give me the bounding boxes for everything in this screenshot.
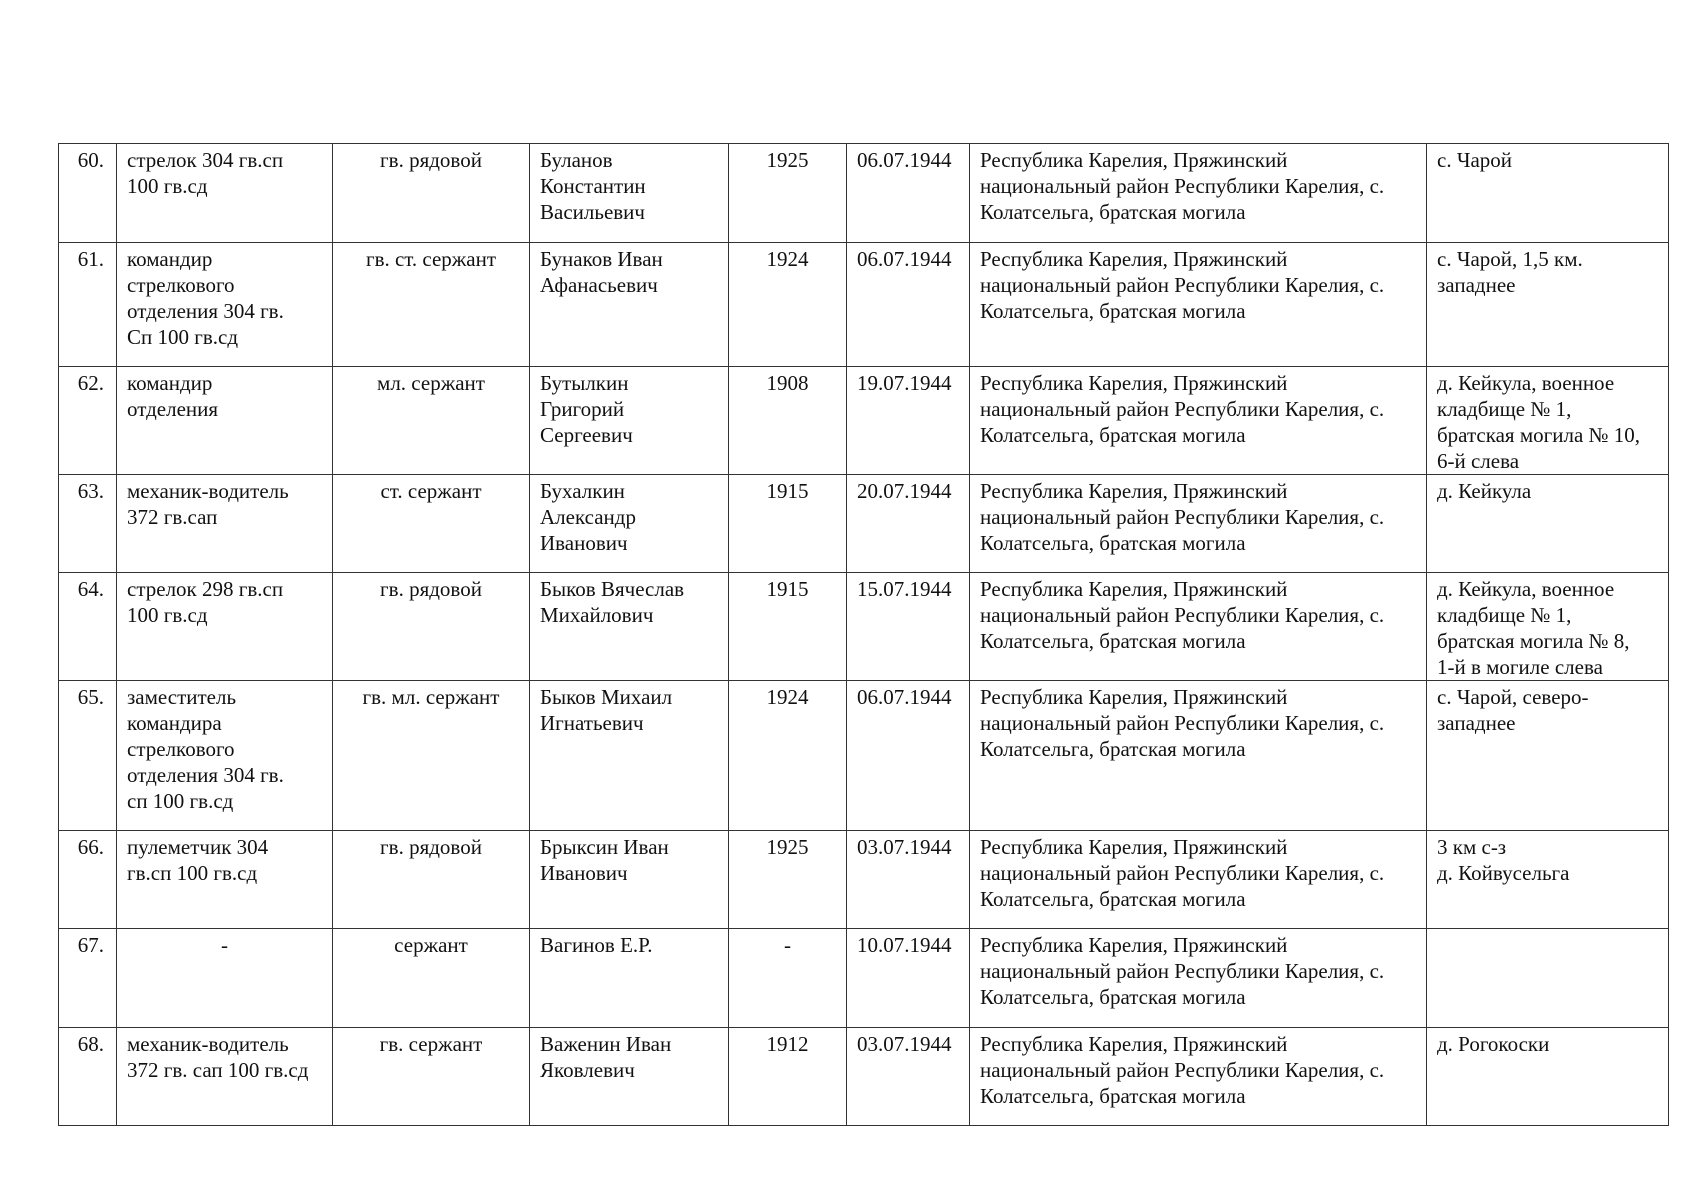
birth-year-cell: 1924	[729, 681, 847, 831]
full-name-cell: Буланов Константин Васильевич	[530, 144, 729, 243]
rank-cell: ст. сержант	[333, 475, 530, 573]
original-burial-cell: 3 км с-з д. Койвусельга	[1427, 831, 1669, 929]
original-burial-cell: д. Кейкула	[1427, 475, 1669, 573]
rank-cell: гв. рядовой	[333, 144, 530, 243]
rank-cell: гв. мл. сержант	[333, 681, 530, 831]
table-row	[59, 1028, 1669, 1126]
death-date-cell: 06.07.1944	[847, 243, 970, 367]
burial-place-cell: Республика Карелия, Пряжинский национальный район Республики Карелия, с. Колатсельга, братская могила	[970, 573, 1427, 681]
original-burial-cell: с. Чарой, 1,5 км. западнее	[1427, 243, 1669, 367]
position-cell: механик-водитель 372 гв.сап	[117, 475, 333, 573]
position-cell: заместитель командира стрелкового отделения 304 гв. сп 100 гв.сд	[117, 681, 333, 831]
row-number-cell: 63.	[59, 475, 117, 573]
birth-year-cell: 1925	[729, 831, 847, 929]
position-cell: -	[117, 929, 333, 1028]
death-date-cell: 10.07.1944	[847, 929, 970, 1028]
original-burial-cell: с. Чарой	[1427, 144, 1669, 243]
burial-place-cell: Республика Карелия, Пряжинский национальный район Республики Карелия, с. Колатсельга, братская могила	[970, 929, 1427, 1028]
full-name-cell: Брыксин Иван Иванович	[530, 831, 729, 929]
rank-cell: гв. сержант	[333, 1028, 530, 1126]
rank-cell: гв. рядовой	[333, 831, 530, 929]
position-cell: стрелок 298 гв.сп 100 гв.сд	[117, 573, 333, 681]
table-row	[59, 475, 1669, 573]
death-date-cell: 03.07.1944	[847, 1028, 970, 1126]
rank-cell: мл. сержант	[333, 367, 530, 475]
original-burial-cell	[1427, 929, 1669, 1028]
death-date-cell: 06.07.1944	[847, 144, 970, 243]
burial-place-cell: Республика Карелия, Пряжинский национальный район Республики Карелия, с. Колатсельга, братская могила	[970, 475, 1427, 573]
row-number-cell: 67.	[59, 929, 117, 1028]
rank-cell: сержант	[333, 929, 530, 1028]
death-date-cell: 15.07.1944	[847, 573, 970, 681]
original-burial-cell: д. Кейкула, военное кладбище № 1, братская могила № 10, 6-й слева	[1427, 367, 1669, 475]
table-row	[59, 831, 1669, 929]
position-cell: командир стрелкового отделения 304 гв. Сп 100 гв.сд	[117, 243, 333, 367]
burial-place-cell: Республика Карелия, Пряжинский национальный район Республики Карелия, с. Колатсельга, братская могила	[970, 367, 1427, 475]
original-burial-cell: д. Кейкула, военное кладбище № 1, братская могила № 8, 1-й в могиле слева	[1427, 573, 1669, 681]
birth-year-cell: 1908	[729, 367, 847, 475]
rank-cell: гв. рядовой	[333, 573, 530, 681]
birth-year-cell: 1915	[729, 573, 847, 681]
original-burial-cell: с. Чарой, северо- западнее	[1427, 681, 1669, 831]
full-name-cell: Быков Вячеслав Михайлович	[530, 573, 729, 681]
position-cell: пулеметчик 304 гв.сп 100 гв.сд	[117, 831, 333, 929]
row-number-cell: 62.	[59, 367, 117, 475]
table-row	[59, 573, 1669, 681]
table-row	[59, 144, 1669, 243]
full-name-cell: Вагинов Е.Р.	[530, 929, 729, 1028]
rank-cell: гв. ст. сержант	[333, 243, 530, 367]
table-row	[59, 681, 1669, 831]
death-date-cell: 19.07.1944	[847, 367, 970, 475]
burial-records-table	[58, 143, 1669, 1126]
death-date-cell: 06.07.1944	[847, 681, 970, 831]
row-number-cell: 66.	[59, 831, 117, 929]
position-cell: стрелок 304 гв.сп 100 гв.сд	[117, 144, 333, 243]
full-name-cell: Важенин Иван Яковлевич	[530, 1028, 729, 1126]
row-number-cell: 61.	[59, 243, 117, 367]
burial-place-cell: Республика Карелия, Пряжинский национальный район Республики Карелия, с. Колатсельга, братская могила	[970, 681, 1427, 831]
row-number-cell: 60.	[59, 144, 117, 243]
birth-year-cell: 1924	[729, 243, 847, 367]
burial-place-cell: Республика Карелия, Пряжинский национальный район Республики Карелия, с. Колатсельга, братская могила	[970, 144, 1427, 243]
row-number-cell: 64.	[59, 573, 117, 681]
birth-year-cell: 1925	[729, 144, 847, 243]
table-row	[59, 367, 1669, 475]
full-name-cell: Быков Михаил Игнатьевич	[530, 681, 729, 831]
birth-year-cell: -	[729, 929, 847, 1028]
burial-place-cell: Республика Карелия, Пряжинский национальный район Республики Карелия, с. Колатсельга, братская могила	[970, 243, 1427, 367]
full-name-cell: Бутылкин Григорий Сергеевич	[530, 367, 729, 475]
burial-place-cell: Республика Карелия, Пряжинский национальный район Республики Карелия, с. Колатсельга, братская могила	[970, 1028, 1427, 1126]
full-name-cell: Бухалкин Александр Иванович	[530, 475, 729, 573]
birth-year-cell: 1912	[729, 1028, 847, 1126]
burial-place-cell: Республика Карелия, Пряжинский национальный район Республики Карелия, с. Колатсельга, братская могила	[970, 831, 1427, 929]
full-name-cell: Бунаков Иван Афанасьевич	[530, 243, 729, 367]
row-number-cell: 65.	[59, 681, 117, 831]
table-row	[59, 243, 1669, 367]
birth-year-cell: 1915	[729, 475, 847, 573]
death-date-cell: 03.07.1944	[847, 831, 970, 929]
position-cell: механик-водитель 372 гв. сап 100 гв.сд	[117, 1028, 333, 1126]
row-number-cell: 68.	[59, 1028, 117, 1126]
position-cell: командир отделения	[117, 367, 333, 475]
original-burial-cell: д. Рогокоски	[1427, 1028, 1669, 1126]
table-row	[59, 929, 1669, 1028]
death-date-cell: 20.07.1944	[847, 475, 970, 573]
